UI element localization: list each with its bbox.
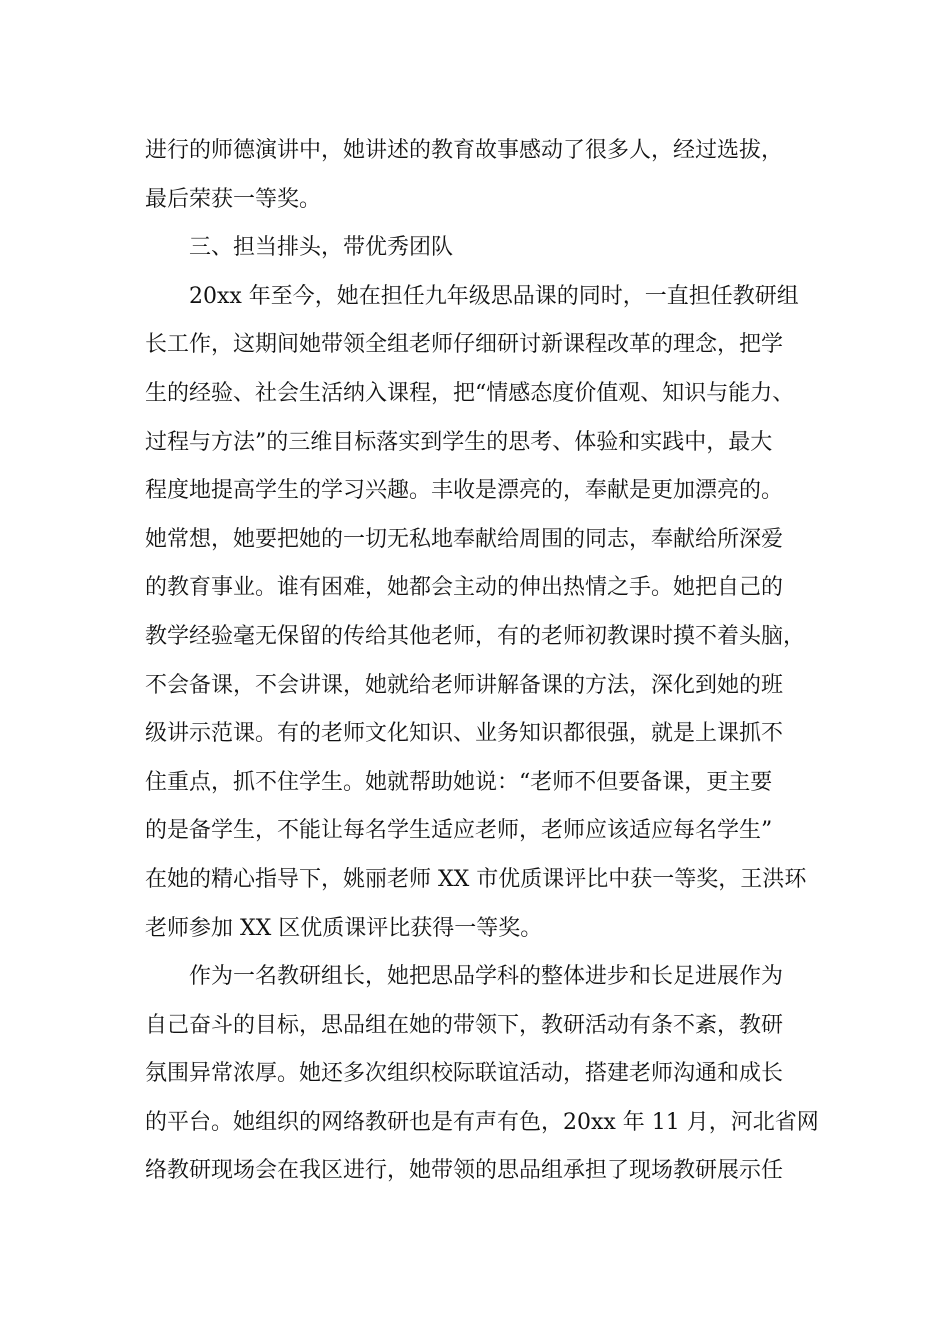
text-line: 住重点，抓不住学生。她就帮助她说：“老师不但要备课，更主要 bbox=[145, 769, 773, 795]
text-line: 级讲示范课。有的老师文化知识、业务知识都很强，就是上课抓不 bbox=[145, 721, 784, 747]
text-line: 的教育事业。谁有困难，她都会主动的伸出热情之手。她把自己的 bbox=[145, 575, 784, 601]
text-line: 教学经验毫无保留的传给其他老师，有的老师初教课时摸不着头脑， bbox=[145, 623, 806, 649]
text-line: 长工作，这期间她带领全组老师仔细研讨新课程改革的理念，把学 bbox=[145, 332, 784, 358]
text-line: 不会备课，不会讲课，她就给老师讲解备课的方法，深化到她的班 bbox=[145, 672, 784, 698]
text-line: 作为一名教研组长，她把思品学科的整体进步和长足进展作为 bbox=[189, 964, 784, 990]
text-line: 在她的精心指导下，姚丽老师 XX 市优质课评比中获一等奖，王洪环 bbox=[145, 866, 807, 892]
text-line: 最后荣获一等奖。 bbox=[145, 186, 322, 212]
text-line: 20xx 年至今，她在担任九年级思品课的同时，一直担任教研组 bbox=[189, 283, 799, 309]
text-line: 的平台。她组织的网络教研也是有声有色，20xx 年 11 月，河北省网 bbox=[145, 1109, 819, 1135]
text-line: 老师参加 XX 区优质课评比获得一等奖。 bbox=[145, 915, 543, 941]
text-line: 进行的师德演讲中，她讲述的教育故事感动了很多人，经过选拔， bbox=[145, 138, 784, 163]
text-line: 生的经验、社会生活纳入课程，把“情感态度价值观、知识与能力、 bbox=[145, 380, 795, 406]
text-line: 程度地提高学生的学习兴趣。丰收是漂亮的，奉献是更加漂亮的。 bbox=[145, 478, 784, 504]
text-line: 氛围异常浓厚。她还多次组织校际联谊活动，搭建老师沟通和成长 bbox=[145, 1061, 784, 1087]
section-heading: 三、担当排头，带优秀团队 bbox=[189, 235, 454, 261]
text-line: 过程与方法”的三维目标落实到学生的思考、体验和实践中，最大 bbox=[145, 429, 773, 455]
text-line: 的是备学生，不能让每名学生适应老师，老师应该适应每名学生” bbox=[145, 818, 773, 844]
document-body bbox=[145, 127, 835, 1196]
text-line: 自己奋斗的目标，思品组在她的带领下，教研活动有条不紊，教研 bbox=[145, 1012, 784, 1038]
text-line: 她常想，她要把她的一切无私地奉献给周围的同志，奉献给所深爱 bbox=[145, 526, 784, 552]
text-line: 络教研现场会在我区进行，她带领的思品组承担了现场教研展示任 bbox=[145, 1158, 784, 1184]
